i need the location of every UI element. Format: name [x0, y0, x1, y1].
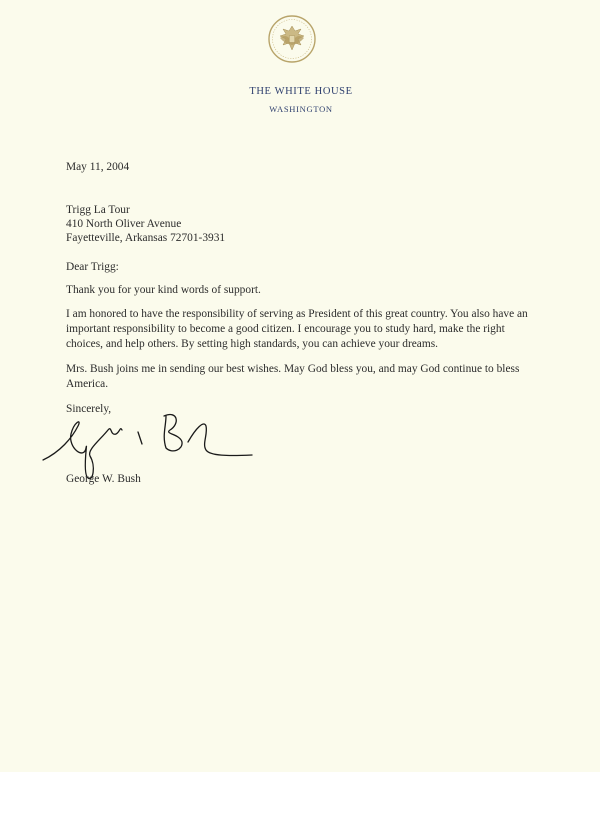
letterhead-subtitle: WASHINGTON [269, 104, 333, 114]
recipient-street: 410 North Oliver Avenue [66, 218, 182, 230]
letter-date: May 11, 2004 [66, 161, 130, 173]
body-paragraph-wishes: Mrs. Bush joins me in sending our best wishes. May God bless you, and may God continue to bless America. [66, 363, 520, 390]
body-paragraph-responsibility: I am honored to have the responsibility of serving as President of this great country. You also have an important responsibility to become a good citizen. I encourage you to study hard, make the right choices, and help others. By setting high standards, you can achieve your dreams. [66, 308, 528, 350]
presidential-seal-icon [267, 14, 317, 64]
recipient-city-line: Fayetteville, Arkansas 72701-3931 [66, 232, 226, 244]
salutation: Dear Trigg: [66, 261, 119, 273]
signature-name: George W. Bush [66, 473, 141, 485]
body-paragraph-thanks: Thank you for your kind words of support. [66, 284, 261, 296]
page-bottom-margin [0, 772, 600, 825]
recipient-name: Trigg La Tour [66, 204, 130, 216]
closing: Sincerely, [66, 403, 112, 415]
letterhead-title: THE WHITE HOUSE [249, 86, 353, 97]
